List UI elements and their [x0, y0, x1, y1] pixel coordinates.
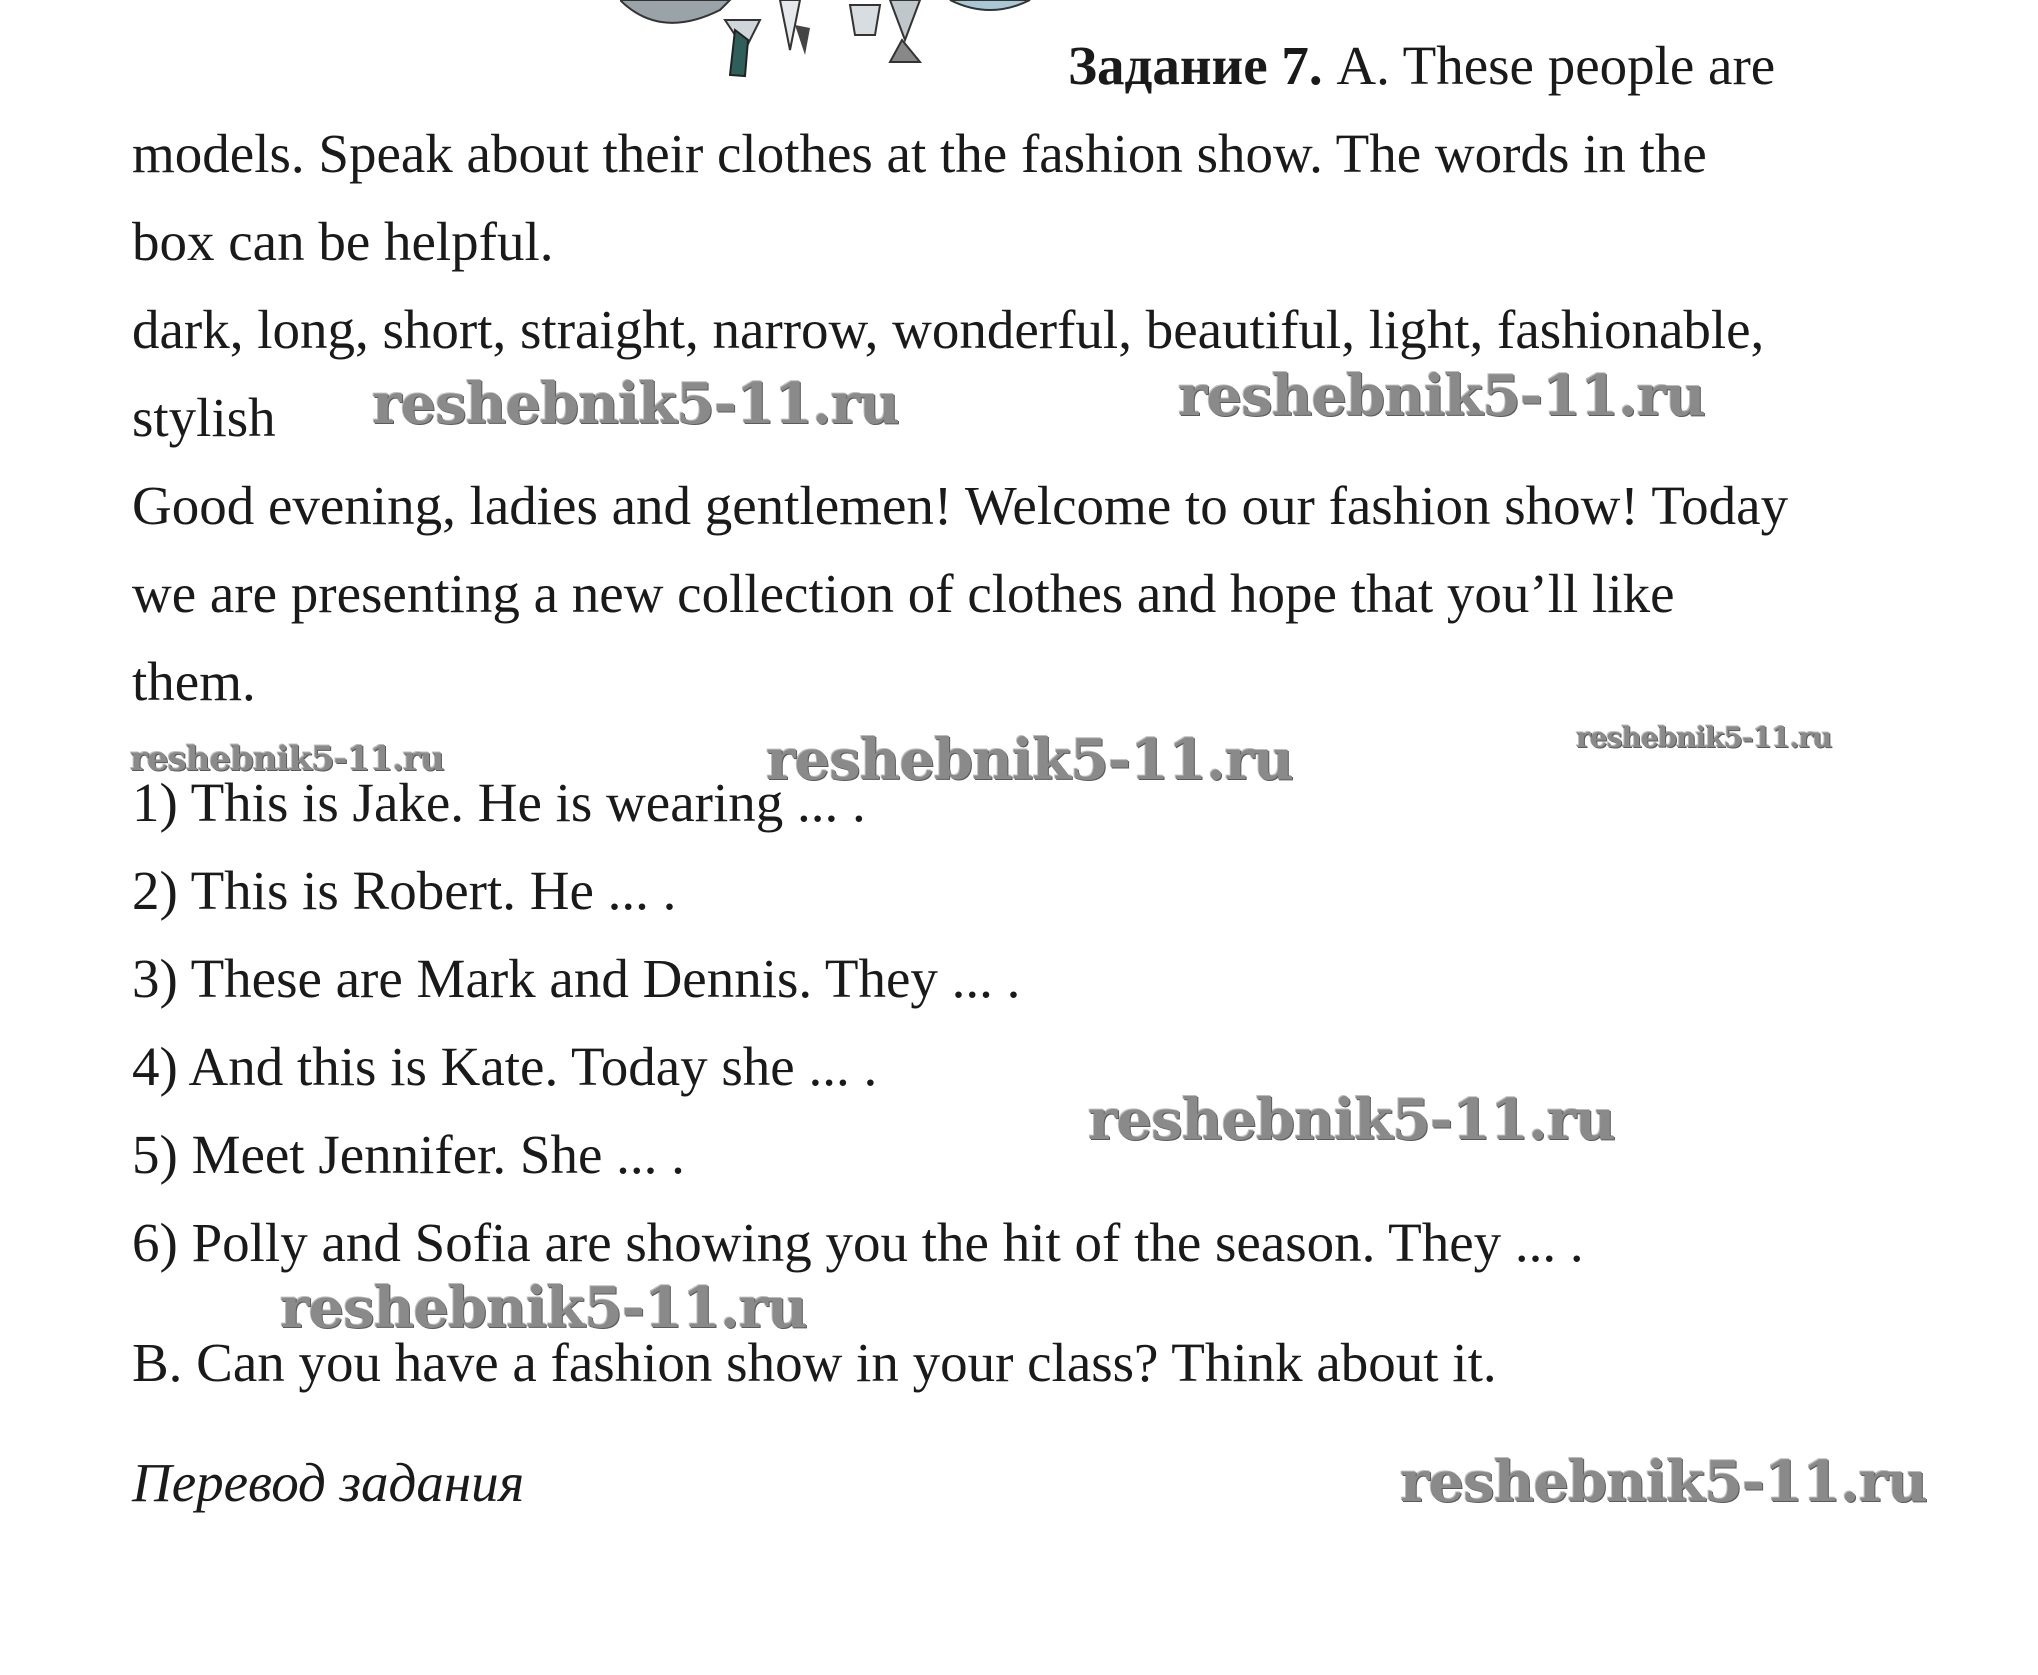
task-part-a-start: A. These people are [1336, 35, 1776, 96]
watermark: reshebnik5-11.ru [1088, 1087, 1615, 1153]
list-item-5: 5) Meet Jennifer. She ... . [132, 1124, 685, 1185]
list-item-6: 6) Polly and Sofia are showing you the hit of the season. They ... . [132, 1212, 1584, 1273]
intro-line-2: we are presenting a new collection of clothes and hope that you’ll like [132, 563, 1675, 624]
task-heading [1068, 35, 1776, 96]
watermark: reshebnik5-11.ru [1400, 1449, 1927, 1515]
list-item-1: 1) This is Jake. He is wearing ... . [132, 772, 866, 833]
watermark: reshebnik5-11.ru [280, 1275, 807, 1341]
watermark: reshebnik5-11.ru [130, 739, 444, 779]
task-label: Задание 7. [1068, 35, 1323, 96]
watermark: reshebnik5-11.ru [372, 371, 899, 437]
word-box-line-2: stylish [132, 387, 276, 448]
list-item-4: 4) And this is Kate. Today she ... . [132, 1036, 878, 1097]
watermark: reshebnik5-11.ru [1178, 363, 1705, 429]
intro-line-3: them. [132, 651, 256, 712]
word-box-line-1: dark, long, short, straight, narrow, wonderful, beautiful, light, fashionable, [132, 299, 1765, 360]
list-item-3: 3) These are Mark and Dennis. They ... . [132, 948, 1021, 1009]
part-b: B. Can you have a fashion show in your class? Think about it. [132, 1332, 1497, 1393]
intro-line-1: Good evening, ladies and gentlemen! Welcome to our fashion show! Today [132, 475, 1789, 536]
watermark: reshebnik5-11.ru [1576, 721, 1832, 754]
translation-heading: Перевод задания [132, 1452, 525, 1513]
cropped-illustration [620, 0, 1040, 80]
text-line-2: box can be helpful. [132, 211, 554, 272]
text-line-1: models. Speak about their clothes at the fashion show. The words in the [132, 123, 1707, 184]
list-item-2: 2) This is Robert. He ... . [132, 860, 677, 921]
watermark: reshebnik5-11.ru [766, 727, 1293, 793]
